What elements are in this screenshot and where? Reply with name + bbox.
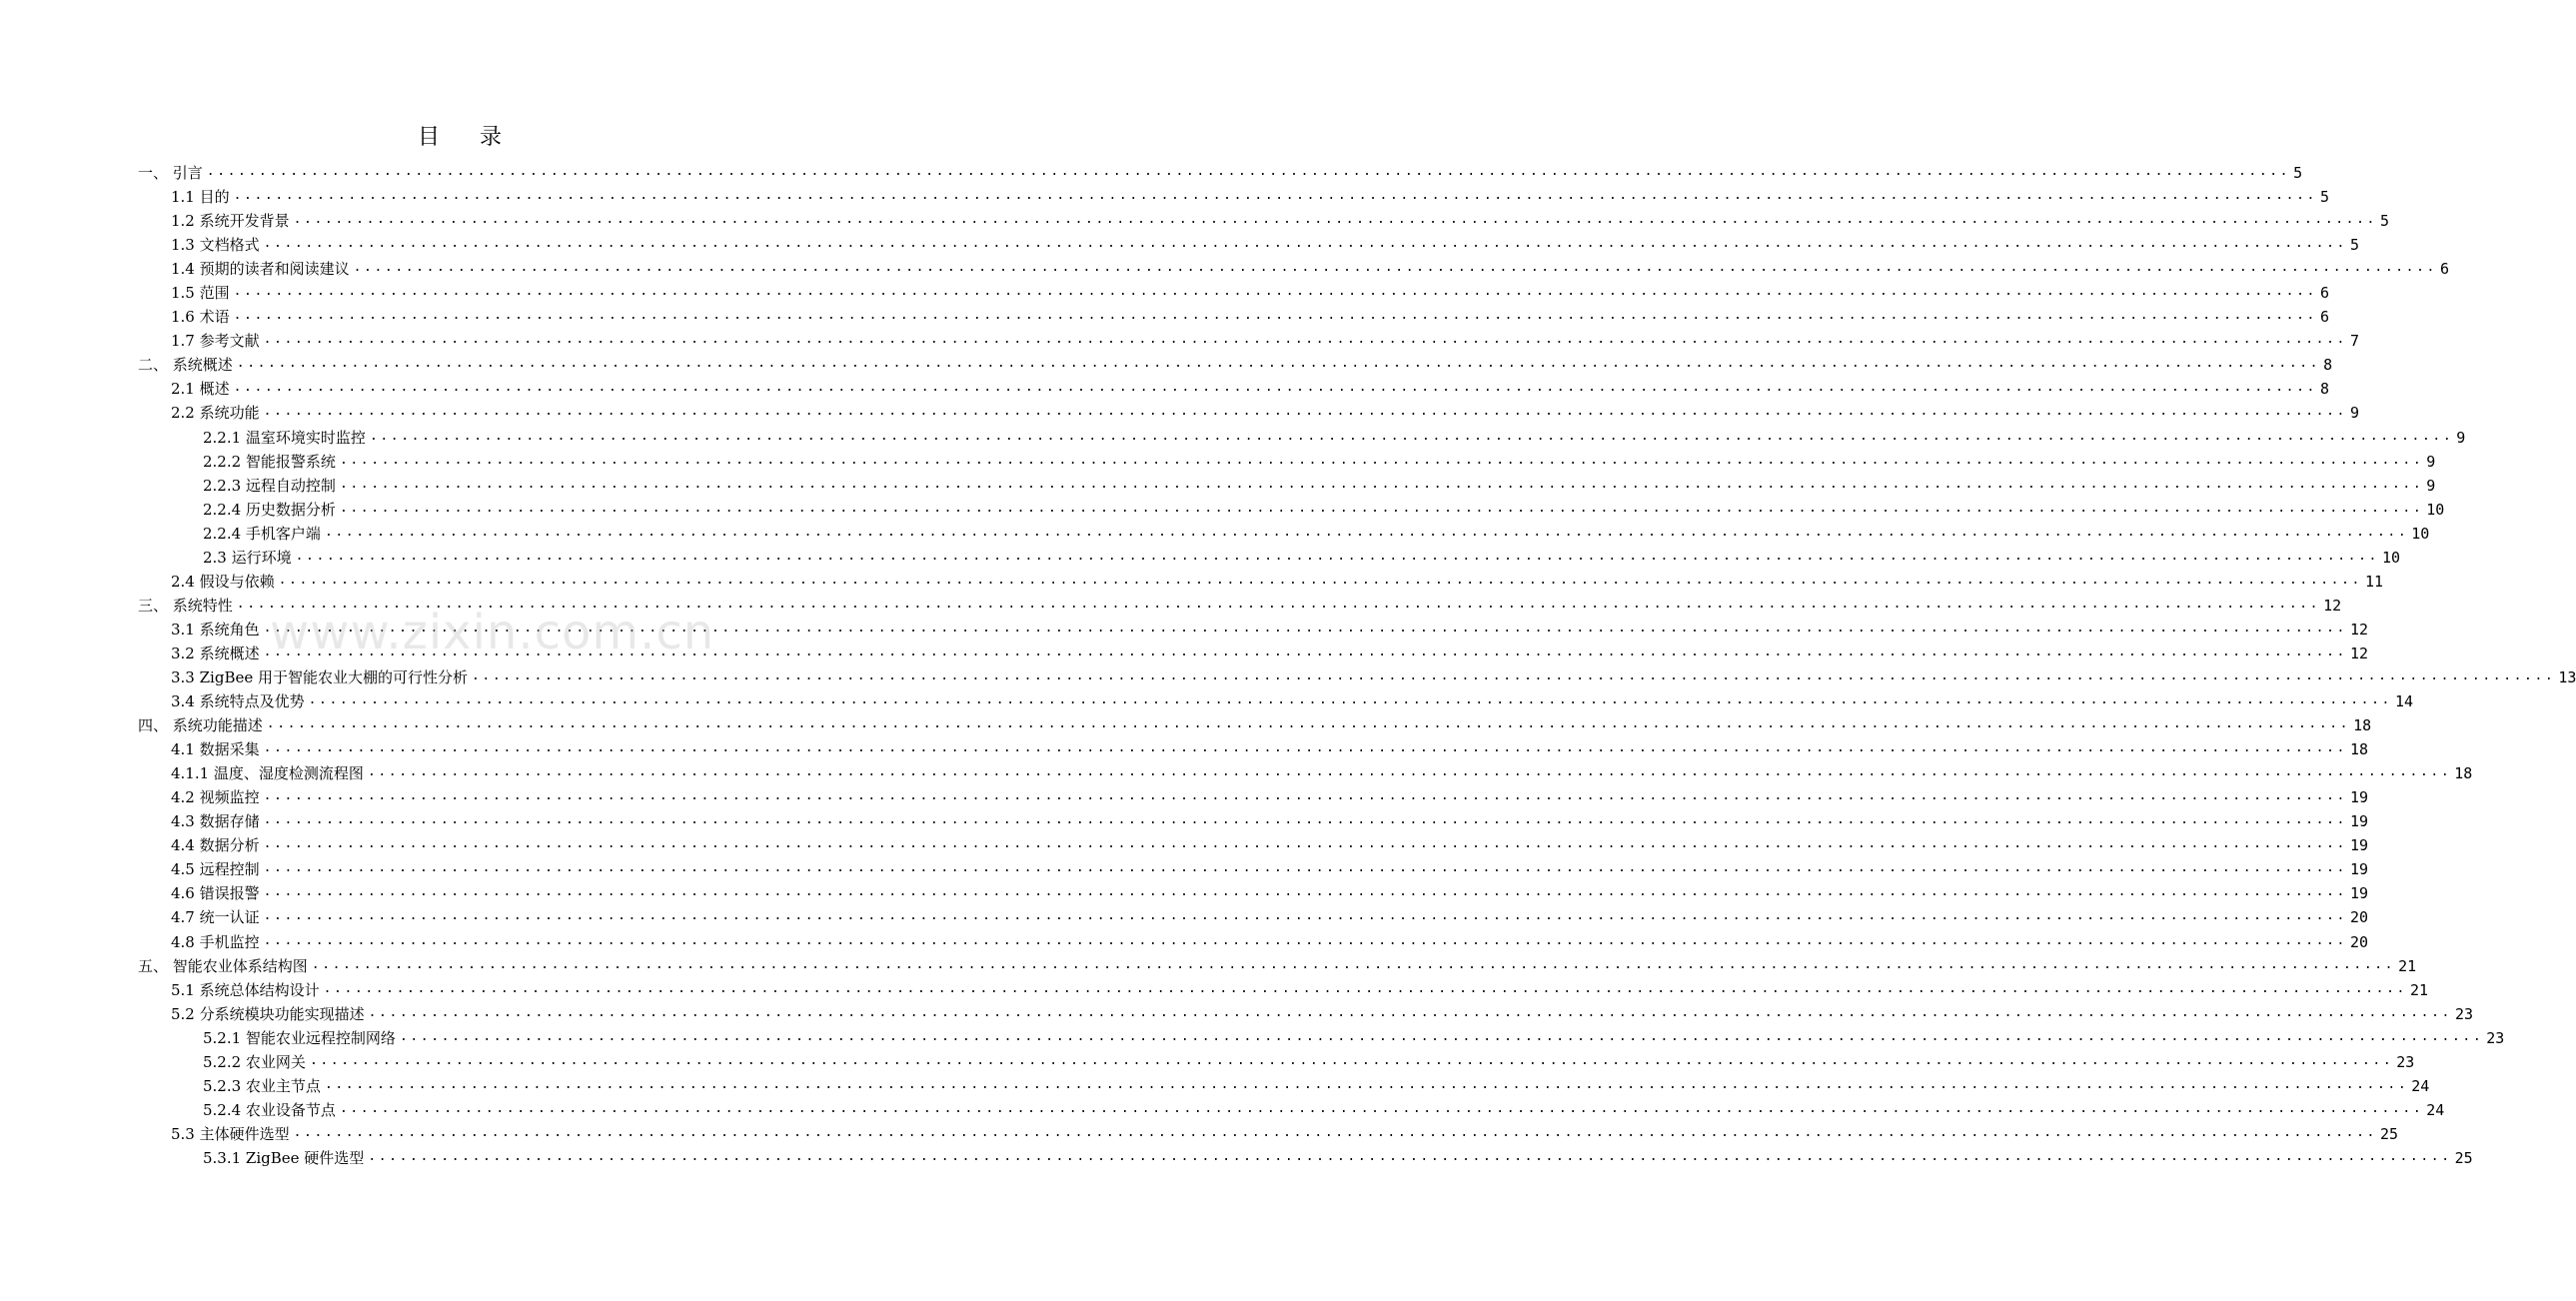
- toc-entry[interactable]: [138, 233, 2359, 257]
- toc-page-number: 23: [2486, 1028, 2505, 1047]
- toc-entry[interactable]: [138, 1002, 2474, 1026]
- toc-entry[interactable]: [138, 713, 2372, 737]
- toc-entry[interactable]: [138, 1146, 2473, 1170]
- toc-entry[interactable]: [138, 905, 2369, 929]
- toc-entry[interactable]: [138, 978, 2429, 1002]
- toc-dot-leader: ........................................................................................................................................................................................................: [263, 644, 2347, 659]
- toc-entry[interactable]: [138, 809, 2369, 833]
- toc-page-number: 21: [2398, 956, 2417, 975]
- toc-entry[interactable]: [138, 761, 2473, 785]
- title-char-2: 录: [480, 125, 503, 150]
- toc-entry[interactable]: [138, 161, 2303, 185]
- toc-page-number: 5: [2379, 212, 2389, 231]
- toc-dot-leader: ........................................................................................................................................................................................................: [311, 956, 2396, 972]
- toc-entry[interactable]: [138, 1098, 2445, 1122]
- toc-entry[interactable]: [138, 665, 2576, 689]
- toc-entry-title: 5.3 主体硬件选型: [171, 1124, 290, 1143]
- toc-entry-title: 4.1 数据采集: [171, 740, 260, 759]
- toc-entry-title: 4.5 远程控制: [171, 860, 260, 879]
- toc-entry-title: 5.2 分系统模块功能实现描述: [171, 1004, 365, 1023]
- toc-entry[interactable]: [138, 954, 2417, 978]
- toc-dot-leader: ........................................................................................................................................................................................................: [369, 428, 2454, 444]
- toc-entry-title: 5.2.3 农业主节点: [203, 1076, 321, 1095]
- toc-entry-title: 1.7 参考文献: [171, 332, 260, 351]
- toc-page-number: 5: [2349, 236, 2359, 255]
- toc-entry-title: 4.2 视频监控: [171, 788, 260, 807]
- toc-dot-leader: ........................................................................................................................................................................................................: [263, 236, 2347, 252]
- toc-page-number: 10: [2411, 524, 2430, 543]
- toc-entry[interactable]: [138, 833, 2369, 857]
- toc-page-number: 9: [2456, 428, 2466, 447]
- toc-entry-title: 五、 智能农业体系结构图: [138, 956, 308, 975]
- toc-page-number: 9: [2426, 452, 2436, 471]
- toc-entry-title: 1.1 目的: [171, 188, 230, 207]
- toc-entry[interactable]: [138, 857, 2369, 881]
- toc-entry-title: 1.5 范围: [171, 284, 230, 303]
- toc-dot-leader: ........................................................................................................................................................................................................: [233, 380, 2317, 396]
- toc-entry[interactable]: [138, 209, 2389, 233]
- toc-page-number: 8: [2319, 380, 2329, 399]
- toc-page-number: 23: [2396, 1052, 2415, 1071]
- toc-page-number: 12: [2323, 596, 2342, 615]
- toc-entry-title: 四、 系统功能描述: [138, 716, 263, 735]
- toc-page-number: 5: [2319, 188, 2329, 207]
- toc-dot-leader: ........................................................................................................................................................................................................: [263, 908, 2347, 924]
- toc-page-number: 12: [2349, 644, 2369, 662]
- toc-dot-leader: ........................................................................................................................................................................................................: [266, 716, 2351, 732]
- toc-dot-leader: ........................................................................................................................................................................................................: [367, 764, 2452, 780]
- toc-entry-title: 1.4 预期的读者和阅读建议: [171, 260, 350, 279]
- toc-entry[interactable]: [138, 785, 2369, 809]
- toc-page-number: 9: [2349, 404, 2359, 423]
- toc-entry-title: 1.3 文档格式: [171, 236, 260, 255]
- toc-page-number: 24: [2411, 1076, 2430, 1095]
- toc-dot-leader: ........................................................................................................................................................................................................: [293, 212, 2377, 228]
- toc-page-number: 19: [2349, 812, 2369, 831]
- toc-entry-title: 3.1 系统角色: [171, 620, 260, 639]
- toc-page-number: 10: [2426, 500, 2445, 519]
- toc-page-number: 18: [2353, 716, 2372, 735]
- toc-dot-leader: ........................................................................................................................................................................................................: [263, 812, 2347, 828]
- toc-page-number: 20: [2349, 932, 2369, 951]
- toc-entry[interactable]: [138, 689, 2414, 713]
- toc-page-number: 23: [2454, 1004, 2474, 1023]
- toc-entry-title: 2.2.4 手机客户端: [203, 524, 321, 543]
- toc-entry-title: 5.1 系统总体结构设计: [171, 980, 320, 999]
- toc-dot-leader: ........................................................................................................................................................................................................: [263, 932, 2347, 948]
- toc-entry[interactable]: [138, 737, 2369, 761]
- toc-entry-title: 5.3.1 ZigBee 硬件选型: [203, 1148, 365, 1167]
- toc-page-number: 6: [2319, 308, 2329, 327]
- toc-entry-title: 2.2 系统功能: [171, 404, 260, 423]
- toc-dot-leader: ........................................................................................................................................................................................................: [339, 476, 2424, 492]
- toc-entry-title: 2.2.4 历史数据分析: [203, 500, 336, 519]
- toc-dot-leader: ........................................................................................................................................................................................................: [308, 692, 2392, 708]
- toc-entry-title: 5.2.4 农业设备节点: [203, 1100, 336, 1119]
- toc-dot-leader: ........................................................................................................................................................................................................: [233, 188, 2317, 204]
- toc-entry[interactable]: [138, 401, 2359, 425]
- toc-entry[interactable]: [138, 353, 2333, 377]
- toc-entry-title: 2.3 运行环境: [203, 548, 292, 567]
- toc-entry-title: 二、 系统概述: [138, 356, 233, 375]
- toc-entry-title: 4.3 数据存储: [171, 812, 260, 831]
- toc-entry-title: 2.2.2 智能报警系统: [203, 452, 336, 471]
- toc-entry-title: 4.6 错误报警: [171, 884, 260, 903]
- toc-entry-title: 2.2.1 温室环境实时监控: [203, 428, 366, 447]
- toc-dot-leader: ........................................................................................................................................................................................................: [309, 1052, 2394, 1068]
- toc-page-number: 8: [2323, 356, 2333, 375]
- toc-dot-leader: ........................................................................................................................................................................................................: [339, 500, 2424, 516]
- toc-page-number: 5: [2293, 164, 2303, 183]
- toc-dot-leader: ........................................................................................................................................................................................................: [263, 620, 2347, 636]
- toc-dot-leader: ........................................................................................................................................................................................................: [324, 1076, 2409, 1092]
- toc-entry-title: 3.2 系统概述: [171, 644, 260, 662]
- toc-entry[interactable]: [138, 1026, 2505, 1050]
- toc-entry-title: 1.2 系统开发背景: [171, 212, 290, 231]
- toc-page-number: 10: [2381, 548, 2401, 567]
- toc-entry[interactable]: [138, 522, 2430, 546]
- toc-dot-leader: ........................................................................................................................................................................................................: [263, 884, 2347, 900]
- toc-dot-leader: ........................................................................................................................................................................................................: [233, 308, 2317, 324]
- toc-entry-title: 2.4 假设与依赖: [171, 572, 275, 591]
- toc-dot-leader: ........................................................................................................................................................................................................: [293, 1124, 2377, 1140]
- toc-entry[interactable]: [138, 185, 2329, 209]
- toc-entry[interactable]: [138, 570, 2384, 594]
- toc-page-number: 18: [2454, 764, 2473, 783]
- toc-entry[interactable]: [138, 881, 2369, 905]
- toc-entry[interactable]: [138, 498, 2445, 522]
- toc-entry[interactable]: [138, 474, 2436, 498]
- toc-dot-leader: ........................................................................................................................................................................................................: [339, 1100, 2424, 1116]
- toc-dot-leader: ........................................................................................................................................................................................................: [323, 980, 2407, 996]
- toc-entry-title: 4.1.1 温度、湿度检测流程图: [171, 764, 364, 783]
- toc-dot-leader: ........................................................................................................................................................................................................: [472, 668, 2556, 683]
- toc-entry[interactable]: [138, 329, 2359, 353]
- toc-page-number: 18: [2349, 740, 2369, 759]
- toc-page-number: 9: [2426, 476, 2436, 495]
- toc-dot-leader: ........................................................................................................................................................................................................: [263, 788, 2347, 804]
- toc-dot-leader: ........................................................................................................................................................................................................: [324, 524, 2409, 540]
- toc-dot-leader: ........................................................................................................................................................................................................: [399, 1028, 2484, 1044]
- toc-entry[interactable]: [138, 930, 2369, 954]
- toc-entry[interactable]: [138, 305, 2329, 329]
- toc-dot-leader: ........................................................................................................................................................................................................: [295, 548, 2379, 564]
- toc-entry-title: 3.3 ZigBee 用于智能农业大棚的可行性分析: [171, 668, 468, 686]
- toc-page-number: 19: [2349, 860, 2369, 879]
- toc-page-number: 19: [2349, 788, 2369, 807]
- toc-entry[interactable]: [138, 1050, 2415, 1074]
- toc-entry-title: 2.1 概述: [171, 380, 230, 399]
- toc-page-number: 6: [2439, 260, 2449, 279]
- toc-entry-title: 1.6 术语: [171, 308, 230, 327]
- toc-dot-leader: ........................................................................................................................................................................................................: [263, 860, 2347, 876]
- toc-entry[interactable]: [138, 618, 2369, 642]
- table-of-contents: [138, 161, 2576, 1170]
- toc-dot-leader: ........................................................................................................................................................................................................: [368, 1004, 2452, 1020]
- toc-dot-leader: ........................................................................................................................................................................................................: [263, 404, 2347, 420]
- toc-dot-leader: ........................................................................................................................................................................................................: [206, 164, 2291, 180]
- toc-dot-leader: ........................................................................................................................................................................................................: [339, 452, 2424, 468]
- toc-entry[interactable]: [138, 546, 2401, 570]
- toc-page-number: 20: [2349, 908, 2369, 927]
- toc-dot-leader: ........................................................................................................................................................................................................: [236, 356, 2321, 372]
- toc-entry[interactable]: [138, 426, 2466, 450]
- toc-dot-leader: ........................................................................................................................................................................................................: [263, 836, 2347, 852]
- page-title: [0, 120, 919, 151]
- toc-dot-leader: ........................................................................................................................................................................................................: [233, 284, 2317, 300]
- toc-entry[interactable]: [138, 377, 2329, 401]
- toc-entry[interactable]: [138, 594, 2342, 618]
- toc-entry-title: 2.2.3 远程自动控制: [203, 476, 336, 495]
- watermark: www.zixin.com.cn: [270, 605, 715, 660]
- toc-entry-title: 5.2.1 智能农业远程控制网络: [203, 1028, 396, 1047]
- toc-entry[interactable]: [138, 281, 2329, 305]
- toc-page-number: 12: [2349, 620, 2369, 639]
- toc-entry-title: 三、 系统特性: [138, 596, 233, 615]
- title-char-1: 目: [417, 125, 440, 150]
- toc-page-number: 11: [2364, 572, 2384, 591]
- toc-page-number: 19: [2349, 884, 2369, 903]
- toc-entry-title: 4.7 统一认证: [171, 908, 260, 927]
- toc-entry-title: 5.2.2 农业网关: [203, 1052, 306, 1071]
- toc-dot-leader: ........................................................................................................................................................................................................: [263, 740, 2347, 756]
- toc-entry-title: 4.4 数据分析: [171, 836, 260, 855]
- toc-dot-leader: ........................................................................................................................................................................................................: [278, 572, 2362, 588]
- toc-entry[interactable]: [138, 257, 2449, 281]
- toc-page-number: 21: [2409, 980, 2429, 999]
- toc-entry[interactable]: [138, 1074, 2430, 1098]
- toc-entry[interactable]: [138, 450, 2436, 474]
- toc-entry-title: 一、 引言: [138, 164, 203, 183]
- toc-entry[interactable]: [138, 1122, 2399, 1146]
- toc-dot-leader: ........................................................................................................................................................................................................: [236, 596, 2321, 612]
- toc-page-number: 14: [2394, 692, 2414, 711]
- toc-dot-leader: ........................................................................................................................................................................................................: [263, 332, 2347, 348]
- toc-page-number: 24: [2426, 1100, 2445, 1119]
- toc-dot-leader: ........................................................................................................................................................................................................: [353, 260, 2437, 276]
- toc-page-number: 6: [2319, 284, 2329, 303]
- toc-entry-title: 4.8 手机监控: [171, 932, 260, 951]
- toc-page-number: 25: [2454, 1148, 2473, 1167]
- toc-entry-title: 3.4 系统特点及优势: [171, 692, 305, 711]
- toc-page-number: 25: [2379, 1124, 2399, 1143]
- toc-page-number: 19: [2349, 836, 2369, 855]
- toc-page-number: 7: [2349, 332, 2359, 351]
- toc-entry[interactable]: [138, 642, 2369, 665]
- toc-page-number: 13: [2558, 668, 2576, 686]
- toc-dot-leader: ........................................................................................................................................................................................................: [368, 1148, 2452, 1164]
